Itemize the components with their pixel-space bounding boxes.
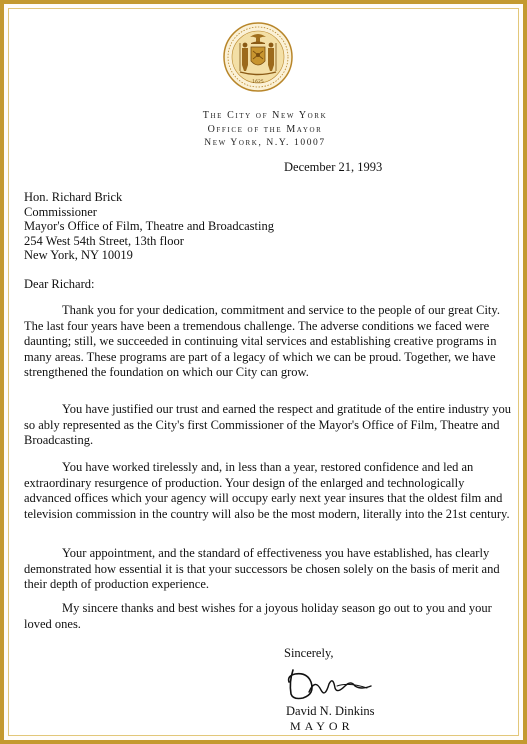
body-paragraph-5: My sincere thanks and best wishes for a joyous holiday season go out to you and your loved ones.	[24, 601, 492, 631]
salutation: Dear Richard:	[24, 277, 95, 291]
recipient-position: Commissioner	[24, 204, 97, 219]
letterhead-office: Office of the Mayor	[207, 124, 323, 135]
letterhead-address: New York, N.Y. 10007	[204, 138, 326, 148]
recipient-street: 254 West 54th Street, 13th floor	[24, 233, 184, 248]
body-paragraph-3: You have worked tirelessly and, in less than a year, restored confidence and led an extraordinary resurgence of production. Your design of the enlarged and technologically advanced offices which your agency will occupy early next year insures that the oldest film and television commission in the country will also be the most modern, literally into the 21st century.	[24, 460, 510, 521]
seal-year: 1625	[252, 80, 264, 85]
recipient-city: New York, NY 10019	[24, 248, 133, 263]
closing: Sincerely,	[284, 646, 334, 660]
signature-icon	[281, 664, 377, 704]
recipient-address	[24, 190, 274, 263]
recipient-office: Mayor's Office of Film, Theatre and Broadcasting	[24, 219, 274, 234]
body-paragraph-4: Your appointment, and the standard of effectiveness you have established, has clearly demonstrated how essential it is that your successors be chosen solely on the basis of merit and their depth of production experience.	[24, 546, 500, 592]
body-paragraph-1: Thank you for your dedication, commitment and service to the people of our great City. The last four years have been a tremendous challenge. The adverse conditions we faced were daunting; still, we succeeded in continuing vital services and establishing creative programs in many areas. These programs are part of a legacy of which we can be proud. Together, we have strengthened the foundation on which our City can grow.	[24, 303, 500, 380]
signer-title: MAYOR	[290, 719, 354, 733]
letterhead-city: The City of New York	[202, 110, 328, 121]
letter-date: December 21, 1993	[284, 160, 383, 174]
city-seal-icon	[222, 21, 294, 93]
signer-name: David N. Dinkins	[286, 704, 375, 718]
body-paragraph-2: You have justified our trust and earned the respect and gratitude of the entire industry you so ably represented as the City's first Commissioner of the Mayor's Office of Film, Theatre and Broadcasting.	[24, 402, 511, 448]
recipient-name: Hon. Richard Brick	[24, 190, 123, 204]
